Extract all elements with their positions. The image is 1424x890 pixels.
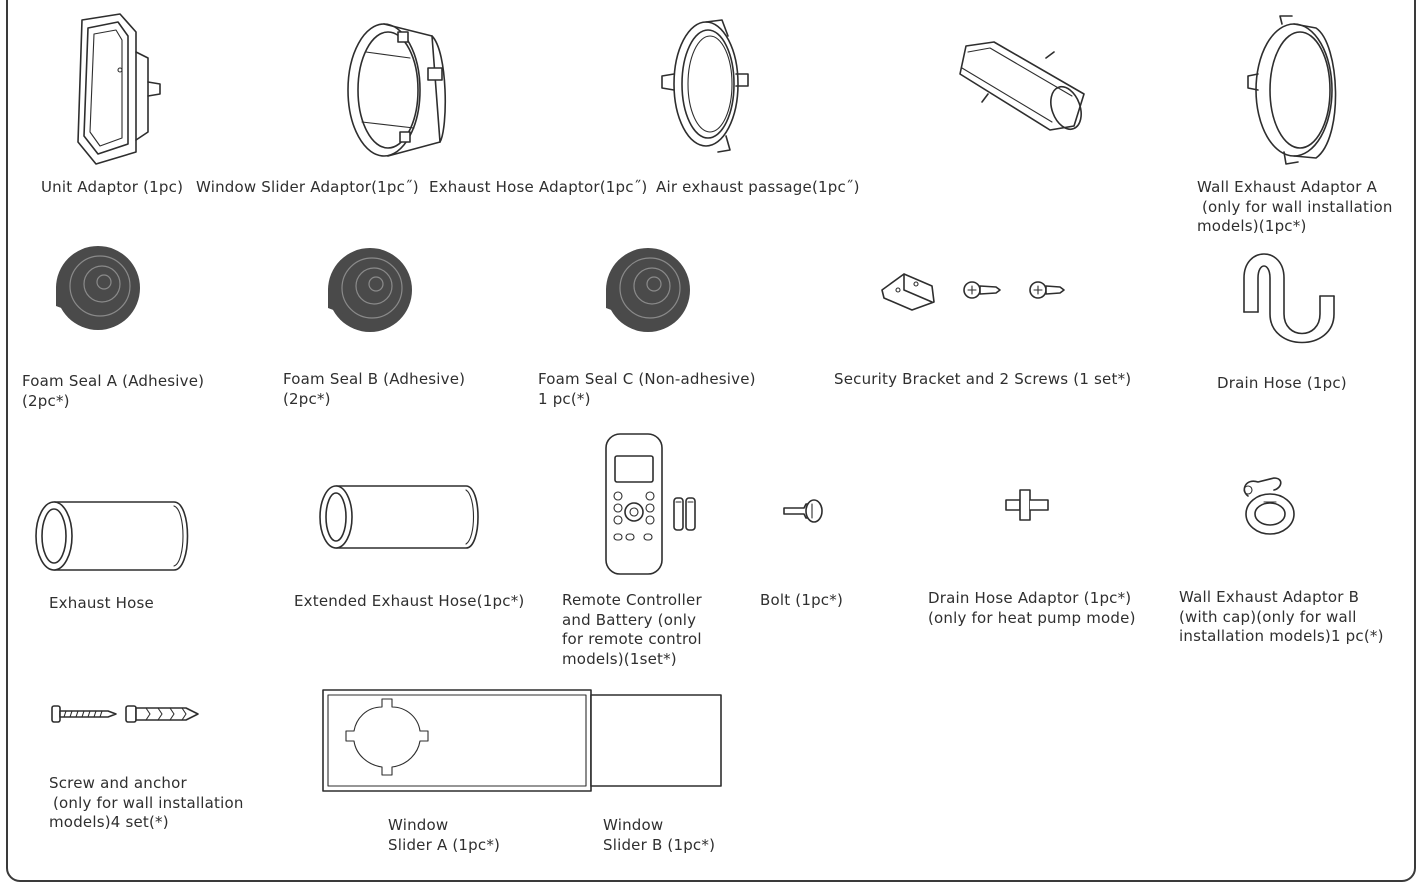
extended-exhaust-hose-illustration bbox=[316, 482, 482, 552]
window-slider-illustration bbox=[322, 689, 724, 793]
wall-exhaust-adaptor-b-label: Wall Exhaust Adaptor B (with cap)(only for wall installation models)1 pc(*) bbox=[1179, 588, 1384, 645]
drain-hose-illustration bbox=[1238, 244, 1338, 344]
bolt-illustration bbox=[780, 496, 830, 526]
wall-exhaust-adaptor-a-illustration bbox=[1244, 14, 1354, 164]
wall-exhaust-adaptor-a-label: Wall Exhaust Adaptor A (only for wall installation models)(1pc*) bbox=[1197, 178, 1393, 235]
screw-and-anchor-illustration bbox=[50, 700, 210, 728]
window-slider-adaptor-label: Window Slider Adaptor(1pc˝) bbox=[196, 178, 419, 196]
drain-hose-label: Drain Hose (1pc) bbox=[1217, 374, 1347, 392]
foam-seal-b-illustration bbox=[316, 238, 416, 338]
remote-controller-illustration bbox=[604, 432, 704, 578]
window-slider-b-label: Window Slider B (1pc*) bbox=[603, 816, 716, 854]
window-slider-a-label: Window Slider A (1pc*) bbox=[388, 816, 501, 854]
exhaust-hose-label: Exhaust Hose bbox=[49, 594, 154, 612]
foam-seal-c-label: Foam Seal C (Non-adhesive) 1 pc(*) bbox=[538, 370, 756, 408]
extended-exhaust-hose-label: Extended Exhaust Hose(1pc*) bbox=[294, 592, 525, 610]
foam-seal-a-illustration bbox=[44, 236, 144, 336]
air-exhaust-passage-label: Air exhaust passage(1pc˝) bbox=[656, 178, 860, 196]
wall-exhaust-adaptor-b-illustration bbox=[1234, 472, 1304, 542]
remote-controller-label: Remote Controller and Battery (only for remote control models)(1set*) bbox=[562, 591, 702, 668]
window-slider-adaptor-illustration bbox=[336, 12, 456, 162]
exhaust-hose-adaptor-illustration bbox=[656, 14, 756, 164]
bolt-label: Bolt (1pc*) bbox=[760, 591, 844, 609]
screw-and-anchor-label: Screw and anchor (only for wall installation models)4 set(*) bbox=[49, 774, 244, 831]
security-bracket-label: Security Bracket and 2 Screws (1 set*) bbox=[834, 370, 1132, 388]
unit-adaptor-label: Unit Adaptor (1pc) bbox=[41, 178, 184, 196]
foam-seal-b-label: Foam Seal B (Adhesive) (2pc*) bbox=[283, 370, 466, 408]
foam-seal-c-illustration bbox=[594, 238, 694, 338]
unit-adaptor-illustration bbox=[70, 12, 170, 162]
exhaust-hose-adaptor-label: Exhaust Hose Adaptor(1pc˝) bbox=[429, 178, 648, 196]
exhaust-hose-illustration bbox=[32, 496, 192, 576]
foam-seal-a-label: Foam Seal A (Adhesive) (2pc*) bbox=[22, 372, 205, 410]
drain-hose-adaptor-illustration bbox=[1004, 486, 1054, 526]
drain-hose-adaptor-label: Drain Hose Adaptor (1pc*) (only for heat pump mode) bbox=[928, 589, 1136, 627]
air-exhaust-passage-illustration bbox=[954, 38, 1094, 138]
security-bracket-illustration bbox=[878, 268, 1078, 318]
